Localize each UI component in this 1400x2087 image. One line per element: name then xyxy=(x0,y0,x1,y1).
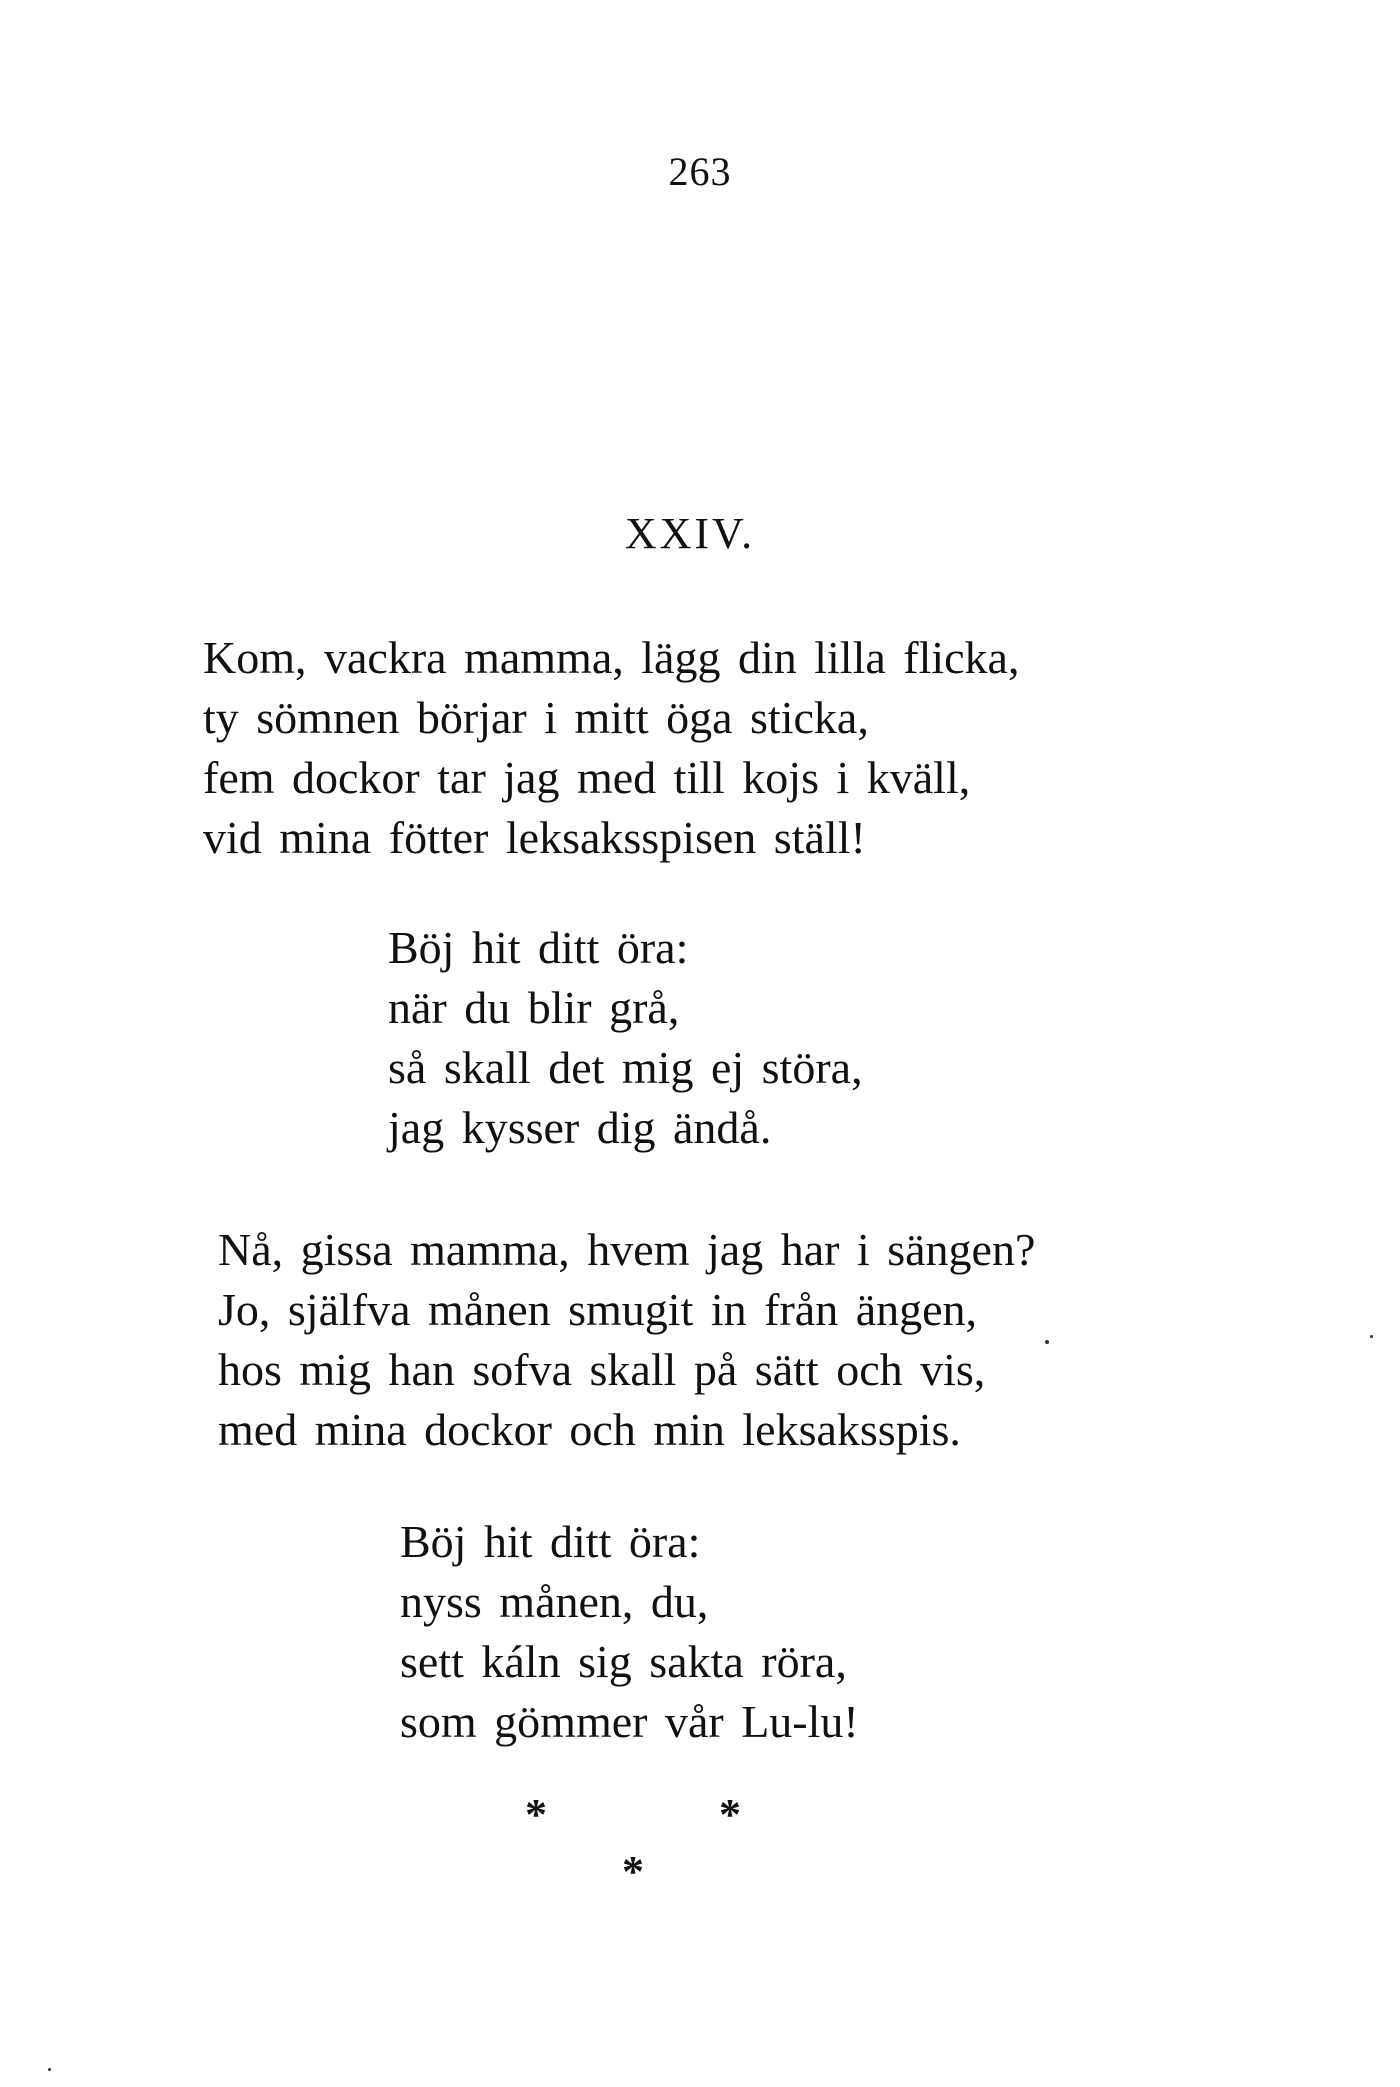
poem-line: som gömmer vår Lu-lu! xyxy=(400,1696,859,1747)
stanza-2-refrain xyxy=(388,918,863,1158)
poem-line: med mina dockor och min leksaksspis. xyxy=(218,1404,961,1455)
asterism-star: * xyxy=(622,1847,644,1896)
stanza-1 xyxy=(203,628,1019,868)
poem-line: Böj hit ditt öra: xyxy=(400,1516,701,1567)
stanza-3 xyxy=(218,1220,1035,1460)
poem-line: vid mina fötter leksaksspisen ställ! xyxy=(203,812,866,863)
poem-line: nyss månen, du, xyxy=(400,1576,709,1627)
paper-speck xyxy=(1045,1340,1049,1344)
poem-line: Nå, gissa mamma, hvem jag har i sängen? xyxy=(218,1224,1036,1275)
poem-line: ty sömnen börjar i mitt öga sticka, xyxy=(203,692,869,743)
poem-line: Jo, själfva månen smugit in från ängen, xyxy=(218,1284,978,1335)
poem-line: fem dockor tar jag med till kojs i kväll, xyxy=(203,752,971,803)
asterism-star: * xyxy=(719,1790,741,1839)
poem-line: när du blir grå, xyxy=(388,982,680,1033)
poem-line: hos mig han sofva skall på sätt och vis, xyxy=(218,1344,986,1395)
poem-line: Böj hit ditt öra: xyxy=(388,922,689,973)
paper-speck xyxy=(48,2068,51,2071)
poem-line: sett káln sig sakta röra, xyxy=(400,1636,847,1687)
paper-speck xyxy=(1370,1335,1373,1338)
poem-line: Kom, vackra mamma, lägg din lilla flicka, xyxy=(203,632,1020,683)
asterism-star: * xyxy=(525,1790,547,1839)
poem-title: XXIV. xyxy=(624,509,756,558)
page-number: 263 xyxy=(668,149,732,194)
poem-line: jag kysser dig ändå. xyxy=(388,1102,772,1153)
stanza-4-refrain xyxy=(400,1512,859,1752)
poem-line: så skall det mig ej störa, xyxy=(388,1042,863,1093)
